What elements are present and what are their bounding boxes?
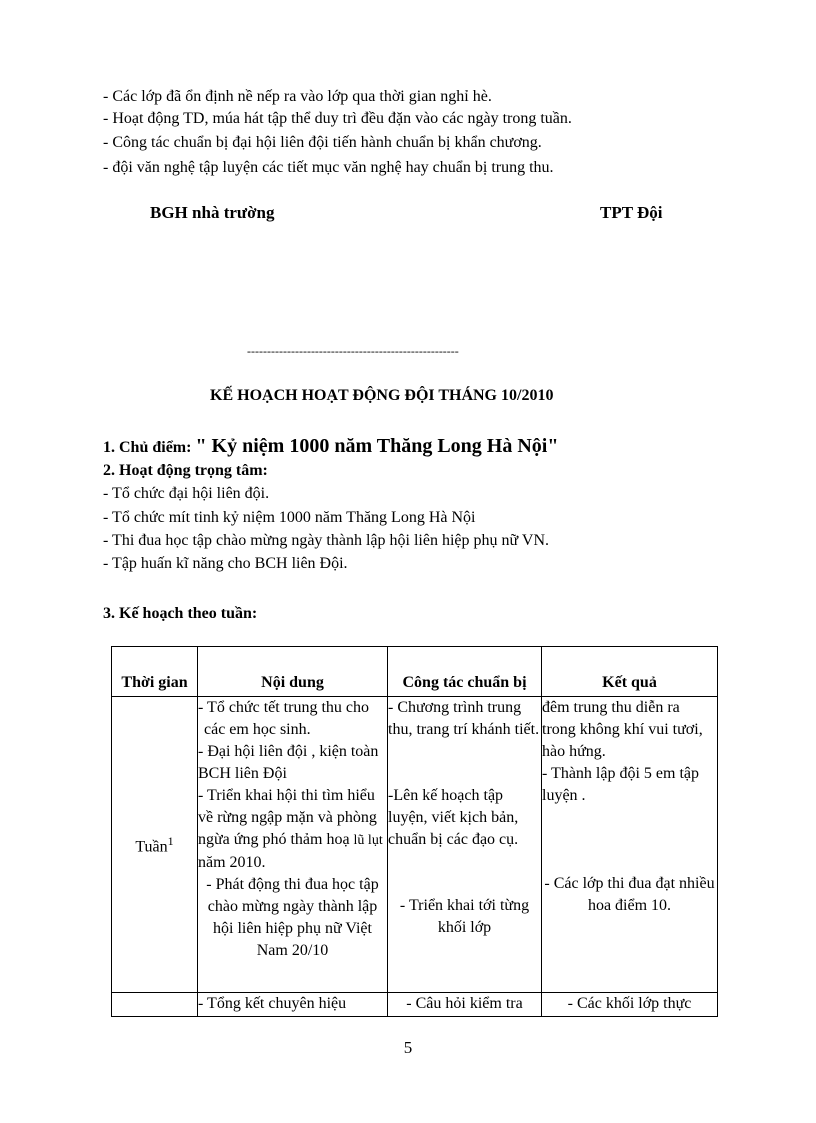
week-2-result-cell (542, 993, 718, 1017)
signature-left: BGH nhà trường (150, 203, 275, 222)
week-1-content-2: - Đại hội liên đội , kiện toàn BCH liên Đội (198, 743, 379, 782)
week-1-result-cell (542, 697, 718, 993)
signature-right: TPT Đội (600, 203, 663, 222)
intro-bullet-1: - Các lớp đã ổn định nề nếp ra vào lớp qua thời gian nghỉ hè. (103, 88, 492, 105)
plan-title: KẾ HOẠCH HOẠT ĐỘNG ĐỘI THÁNG 10/2010 (210, 387, 554, 404)
table-header-row (112, 647, 718, 697)
intro-bullet-2: - Hoạt động TD, múa hát tập thể duy trì đều đặn vào các ngày trong tuần. (103, 110, 572, 127)
week-1-prep-1: - Chương trình trung thu, trang trí khánh tiết. (388, 699, 540, 738)
week-1-content-3 (198, 785, 387, 874)
week-1-prep-3: - Triển khai tới từng khối lớp (399, 897, 530, 936)
week-1-content-4: - Phát động thi đua học tập chào mừng ngày thành lập hội liên hiệp phụ nữ Việt Nam 20/10 (206, 876, 379, 959)
section-divider: ----------------------------------------------------- (247, 344, 459, 358)
week-1-number: 1 (167, 834, 174, 849)
week-1-content-1: - Tổ chức tết trung thu cho các em học sinh. (198, 699, 369, 738)
week-1-cell (112, 697, 198, 993)
focus-item-2: - Tổ chức mít tinh kỷ niệm 1000 năm Thăng Long Hà Nội (103, 509, 476, 526)
week-2-cell (112, 993, 198, 1017)
week-1-prep-2: -Lên kế hoạch tập luyện, viết kịch bản, chuẩn bị các đạo cụ. (388, 787, 519, 848)
intro-bullet-3: - Công tác chuẩn bị đại hội liên đội tiến hành chuẩn bị khẩn chương. (103, 134, 542, 151)
week-1-content-3-inline: lũ lụt (353, 833, 383, 848)
section-3-heading: 3. Kế hoạch theo tuần: (103, 605, 258, 622)
week-2-prep-cell (388, 993, 542, 1017)
week-1-content-3-text: - Triển khai hội thi tìm hiểu về rừng ngập mặn và phòng ngừa ứng phó thảm hoạ (198, 787, 377, 848)
page-number: 5 (403, 1038, 413, 1057)
section-1-label: 1. Chủ điểm: (103, 439, 192, 456)
section-1-theme: " Kỷ niệm 1000 năm Thăng Long Hà Nội" (195, 435, 559, 457)
table-row-week-2 (112, 993, 718, 1017)
week-2-content-cell (198, 993, 388, 1017)
week-1-result-1: đêm trung thu diễn ra trong không khí vui tươi, hào hứng. (542, 699, 703, 760)
focus-item-4: - Tập huấn kĩ năng cho BCH liên Đội. (103, 555, 348, 572)
table-row-week-1 (112, 697, 718, 993)
header-content: Nội dung (198, 647, 388, 697)
header-time: Thời gian (112, 647, 198, 697)
week-1-content-3-end: năm 2010. (198, 854, 266, 871)
week-2-prep: - Câu hỏi kiểm tra (406, 995, 523, 1012)
weekly-plan-table (111, 646, 718, 1017)
week-1-content-cell (198, 697, 388, 993)
header-preparation: Công tác chuẩn bị (388, 647, 542, 697)
section-2-heading: 2. Hoạt động trọng tâm: (103, 462, 268, 479)
intro-bullet-4: - đội văn nghệ tập luyện các tiết mục văn nghệ hay chuẩn bị trung thu. (103, 159, 554, 176)
week-2-content: - Tổng kết chuyên hiệu (198, 995, 347, 1012)
week-1-result-3: - Các lớp thi đua đạt nhiều hoa điểm 10. (544, 875, 715, 914)
week-1-result-2: - Thành lập đội 5 em tập luyện . (542, 765, 699, 804)
section-1-heading (103, 435, 558, 458)
focus-item-1: - Tổ chức đại hội liên đội. (103, 485, 270, 502)
week-1-label: Tuần (135, 838, 168, 856)
week-1-prep-cell (388, 697, 542, 993)
header-result: Kết quả (542, 647, 718, 697)
focus-item-3: - Thi đua học tập chào mừng ngày thành lập hội liên hiệp phụ nữ VN. (103, 532, 549, 549)
week-2-result: - Các khối lớp thực (567, 995, 692, 1012)
